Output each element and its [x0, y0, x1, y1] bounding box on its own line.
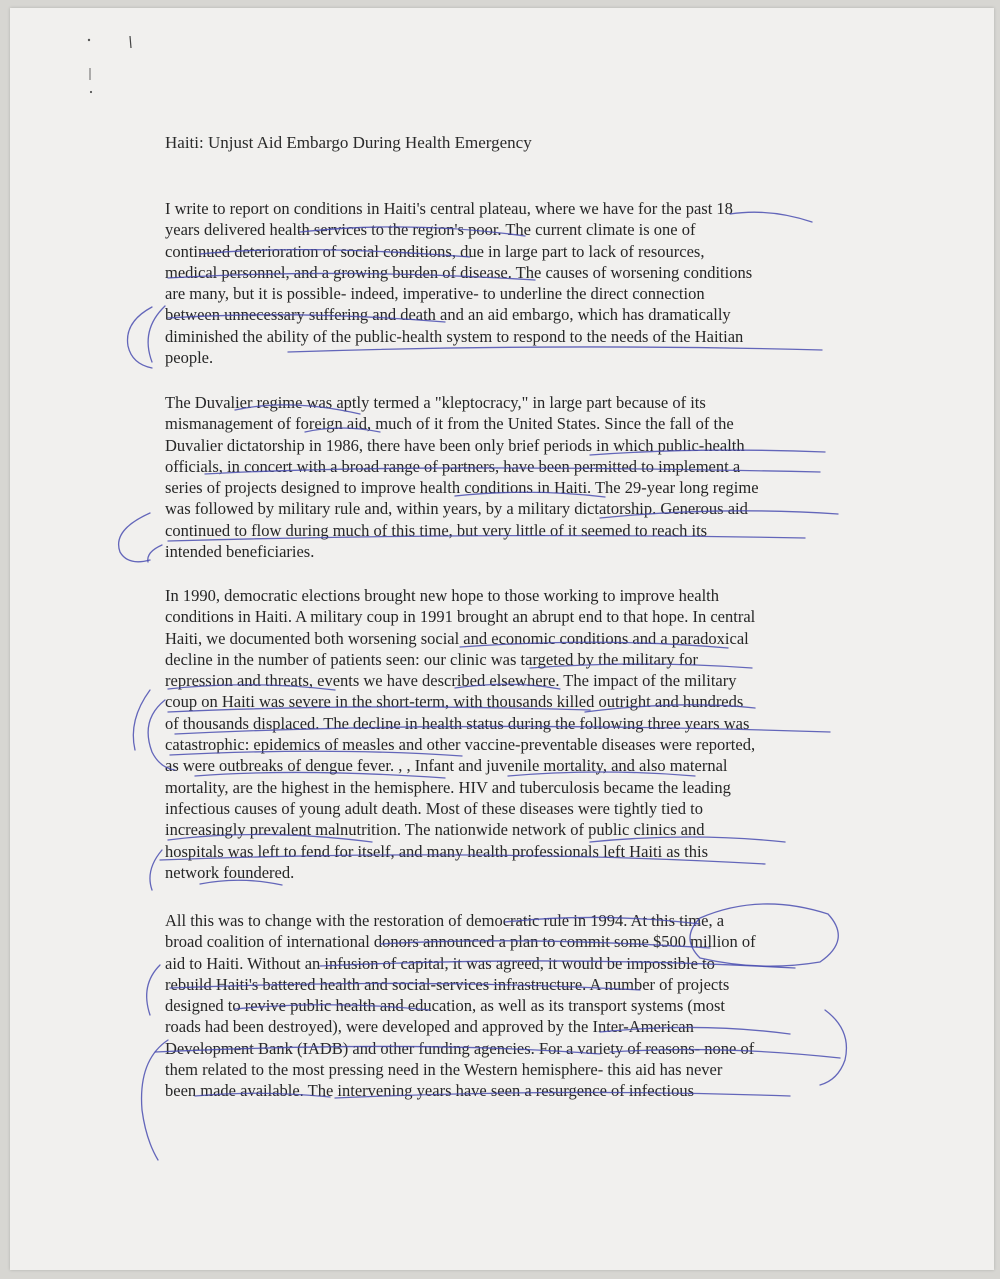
text-line: Haiti, we documented both worsening social and economic conditions and a paradoxical	[165, 628, 749, 648]
text-line: mortality, are the highest in the hemisphere. HIV and tuberculosis became the leading	[165, 777, 731, 797]
text-line: continued to flow during much of this time, but very little of it seemed to reach its	[165, 520, 708, 540]
text-line: conditions in Haiti. A military coup in 1991 brought an abrupt end to that hope. In central	[165, 607, 756, 627]
text-line: of thousands displaced. The decline in health status during the following three years was	[165, 713, 750, 733]
text-line: I write to report on conditions in Haiti's central plateau, where we have for the past 18	[165, 199, 733, 218]
text-line: roads had been destroyed), were developed and approved by the Inter-American	[165, 1017, 694, 1037]
text-line: them related to the most pressing need in the Western hemisphere- this aid has never	[165, 1060, 723, 1080]
text-line: as were outbreaks of dengue fever. , , Infant and juvenile mortality, and also maternal	[165, 756, 728, 776]
text-line: was followed by military rule and, within years, by a military dictatorship. Generous aid	[165, 499, 748, 519]
text-line: designed to revive public health and education, as well as its transport systems (most	[165, 996, 725, 1016]
paragraph-4	[165, 910, 865, 1102]
text-line: medical personnel, and a growing burden of disease. The causes of worsening conditions	[165, 262, 753, 282]
text-line: hospitals was left to fend for itself, and many health professionals left Haiti as this	[165, 841, 709, 861]
text-line: are many, but it is possible- indeed, imperative- to underline the direct connection	[165, 284, 705, 304]
text-line: catastrophic: epidemics of measles and other vaccine-preventable diseases were reported,	[165, 735, 756, 755]
text-line: intended beneficiaries.	[165, 542, 315, 562]
text-line: diminished the ability of the public-health system to respond to the needs of the Haitian	[165, 326, 744, 346]
text-line: aid to Haiti. Without an infusion of capital, it was agreed, it would be impossible to	[165, 953, 715, 973]
text-line: rebuild Haiti's battered health and social-services infrastructure. A number of projects	[165, 974, 730, 994]
text-line: mismanagement of foreign aid, much of it from the United States. Since the fall of the	[165, 414, 734, 434]
text-line: network foundered.	[165, 862, 295, 882]
paragraph-3	[165, 585, 865, 883]
text-line: broad coalition of international donors announced a plan to commit some $500 million of	[165, 932, 756, 952]
document-title: Haiti: Unjust Aid Embargo During Health Emergency	[165, 133, 532, 152]
paragraph-2	[165, 392, 865, 562]
text-line: In 1990, democratic elections brought new hope to those working to improve health	[165, 586, 719, 605]
text-line: decline in the number of patients seen: our clinic was targeted by the military for	[165, 649, 699, 669]
text-line: been made available. The intervening years have seen a resurgence of infectious	[165, 1081, 694, 1101]
text-line: years delivered health services to the region's poor. The current climate is one of	[165, 220, 696, 240]
text-line: The Duvalier regime was aptly termed a "kleptocracy," in large part because of its	[165, 393, 706, 412]
text-line: repression and threats, events we have described elsewhere. The impact of the military	[165, 671, 737, 691]
text-line: series of projects designed to improve health conditions in Haiti. The 29-year long regime	[165, 478, 759, 498]
paragraph-1	[165, 198, 865, 368]
text-line: Development Bank (IADB) and other funding agencies. For a variety of reasons- none of	[165, 1038, 755, 1058]
text-line: officials, in concert with a broad range of partners, have been permitted to implement a	[165, 456, 741, 476]
text-line: continued deterioration of social conditions, due in large part to lack of resources,	[165, 241, 705, 261]
text-line: coup on Haiti was severe in the short-term, with thousands killed outright and hundreds	[165, 692, 744, 712]
text-line: people.	[165, 348, 214, 368]
text-line: All this was to change with the restoration of democratic rule in 1994. At this time, a	[165, 911, 725, 930]
text-line: infectious causes of young adult death. Most of these diseases were tightly tied to	[165, 798, 703, 818]
text-line: increasingly prevalent malnutrition. The nationwide network of public clinics and	[165, 820, 705, 840]
text-line: Duvalier dictatorship in 1986, there have been only brief periods in which public-health	[165, 435, 745, 455]
text-line: between unnecessary suffering and death and an aid embargo, which has dramatically	[165, 305, 731, 325]
